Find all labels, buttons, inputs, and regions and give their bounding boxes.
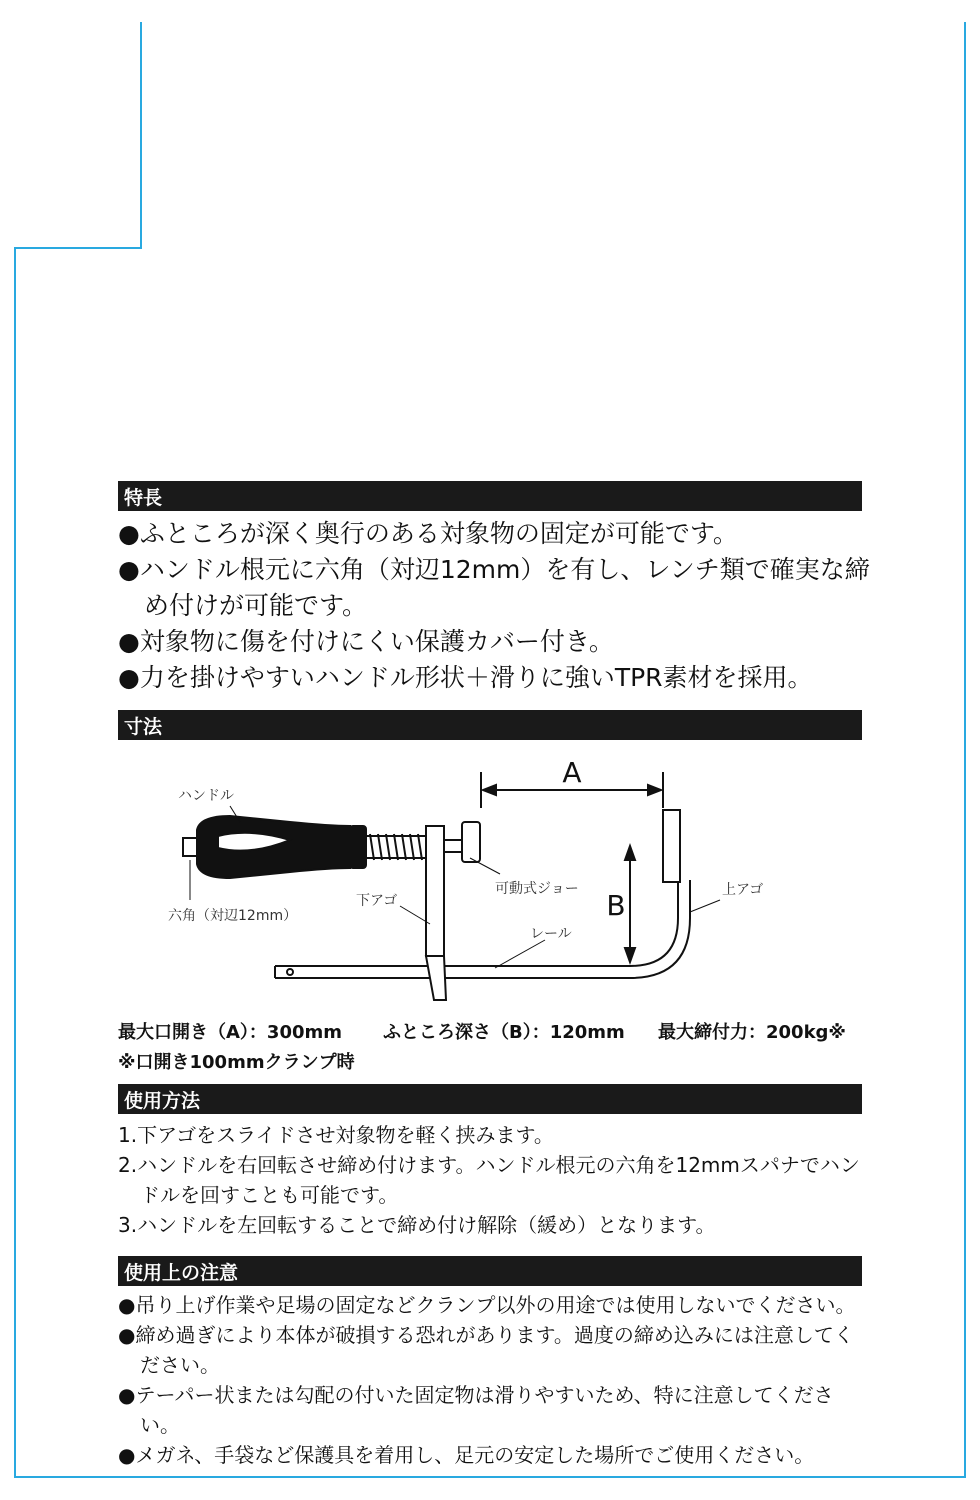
list-item: 1.下アゴをスライドさせ対象物を軽く挟みます。 <box>118 1123 554 1147</box>
list-item: ●締め過ぎにより本体が破損する恐れがあります。過度の締め込みには注意してください。 <box>118 1323 854 1377</box>
list-item: ●テーパー状または勾配の付いた固定物は滑りやすいため、特に注意してください。 <box>118 1383 834 1437</box>
usage-title: 使用方法 <box>124 1089 201 1112</box>
features-heading <box>118 481 862 511</box>
list-item: ●力を掛けやすいハンドル形状＋滑りに強いTPR素材を採用。 <box>118 663 813 692</box>
list-item: 2.ハンドルを右回転させ締め付けます。ハンドル根元の六角を12mmスパナでハンドルを回すことも可能です。 <box>118 1153 860 1207</box>
list-item: ●メガネ、手袋など保護具を着用し、足元の安定した場所でご使用ください。 <box>118 1443 815 1467</box>
usage-heading <box>118 1084 862 1114</box>
spec-max-opening: 最大口開き（A）：300mm <box>118 1022 343 1043</box>
cautions-list <box>118 1290 863 1470</box>
list-item: ●ハンドル根元に六角（対辺12mm）を有し、レンチ類で確実な締め付けが可能です。 <box>118 555 870 620</box>
label-rail: レール <box>530 926 572 942</box>
list-item: ●吊り上げ作業や足場の固定などクランプ以外の用途では使用しないでください。 <box>118 1293 856 1317</box>
dim-a-label: A <box>562 756 582 789</box>
dim-b-label: B <box>606 889 626 922</box>
list-item: ●対象物に傷を付けにくい保護カバー付き。 <box>118 627 614 656</box>
features-list <box>118 516 878 696</box>
label-lower-jaw: 下アゴ <box>356 893 398 909</box>
dimensions-title: 寸法 <box>124 715 163 738</box>
label-movable-jaw: 可動式ジョー <box>495 881 579 897</box>
spec-note: ※口開き100mmクランプ時 <box>118 1052 355 1073</box>
cautions-heading <box>118 1256 862 1286</box>
features-title: 特長 <box>124 486 163 509</box>
list-item: 3.ハンドルを左回転することで締め付け解除（緩め）となります。 <box>118 1213 716 1237</box>
dimensions-heading <box>118 710 862 740</box>
spec-max-force: 最大締付力：200kg※ <box>658 1022 846 1043</box>
label-hex: 六角（対辺12mm） <box>168 908 298 924</box>
label-upper-jaw: 上アゴ <box>722 882 764 898</box>
label-handle: ハンドル <box>178 788 234 804</box>
spec-throat-depth: ふところ深さ（B）：120mm <box>383 1022 625 1043</box>
list-item: ●ふところが深く奥行のある対象物の固定が可能です。 <box>118 519 738 548</box>
usage-list <box>118 1120 863 1240</box>
cautions-title: 使用上の注意 <box>124 1261 239 1284</box>
